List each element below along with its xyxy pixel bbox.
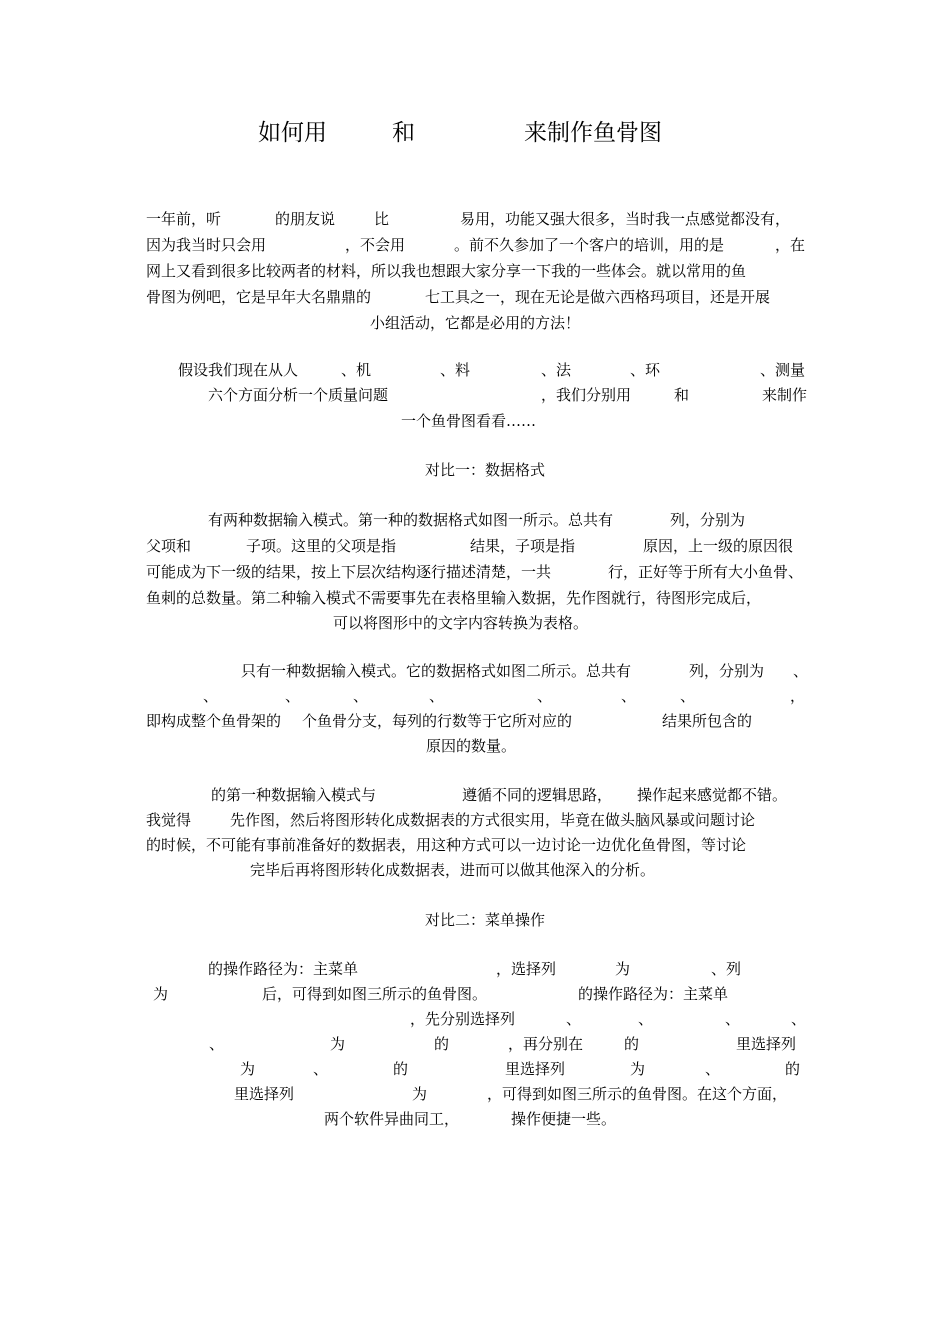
p6-text: 为 <box>615 960 631 978</box>
p1-text: 小组活动，它都是必用的方法！ <box>370 314 581 332</box>
p6-text: 为 <box>630 1060 646 1078</box>
p6-text: ，可得到如图三所示的鱼骨图。在这个方面， <box>487 1085 788 1103</box>
p1-text: 骨图为例吧，它是早年大名鼎鼎的 <box>146 288 372 306</box>
p1-text: 网上又看到很多比较两者的材料，所以我也想跟大家分享一下我的一些体会。就以常用的鱼 <box>146 262 747 280</box>
doc-title-part: 和 <box>392 120 415 146</box>
p5-text: 的第一种数据输入模式与 <box>211 786 377 804</box>
p6-text: 的 <box>393 1060 409 1078</box>
p3-text: 可能成为下一级的结果，按上下层次结构逐行描述清楚，一共 <box>146 563 552 581</box>
p1-text: 因为我当时只会用 <box>146 236 267 254</box>
p4-text: 结果所包含的 <box>662 712 753 730</box>
p4-text: 、 <box>203 687 219 705</box>
p3-text: 子项。这里的父项是指 <box>246 537 397 555</box>
p6-text: 、 <box>313 1060 329 1078</box>
p4-text: 、 <box>680 687 696 705</box>
p4-text: 、 <box>285 687 301 705</box>
p6-text: 两个软件异曲同工， <box>324 1110 460 1128</box>
p1-text: 七工具之一，现在无论是做六西格玛项目，还是开展 <box>425 288 771 306</box>
p2-text: 一个鱼骨图看看…… <box>401 412 537 430</box>
p6-text: 里选择列 <box>736 1035 797 1053</box>
p1-text: ，不会用 <box>345 236 406 254</box>
p3-text: 行，正好等于所有大小鱼骨、 <box>608 563 804 581</box>
p3-text: 结果，子项是指 <box>470 537 576 555</box>
p3-text: 可以将图形中的文字内容转换为表格。 <box>333 614 589 632</box>
p5-text: 操作起来感觉都不错。 <box>637 786 788 804</box>
p2-text: 、法 <box>541 361 572 379</box>
p6-text: 里选择列 <box>505 1060 566 1078</box>
p4-text: 列，分别为 <box>689 662 765 680</box>
p4-text: 、 <box>353 687 369 705</box>
doc-title-part: 来制作鱼骨图 <box>524 120 662 146</box>
p5-text: 的时候，不可能有事前准备好的数据表，用这种方式可以一边讨论一边优化鱼骨图，等讨论 <box>146 836 747 854</box>
p5-text: 我觉得 <box>146 811 192 829</box>
p5-text: 遵循不同的逻辑思路， <box>462 786 613 804</box>
p6-text: 、 <box>791 1010 807 1028</box>
p2-text: ，我们分别用 <box>541 386 632 404</box>
p2-text: 六个方面分析一个质量问题 <box>208 386 389 404</box>
p3-text: 有两种数据输入模式。第一种的数据格式如图一所示。总共有 <box>208 511 614 529</box>
p1-text: ，在 <box>775 236 806 254</box>
p2-text: 、测量 <box>760 361 806 379</box>
p2-text: 、料 <box>440 361 471 379</box>
p1-text: 易用，功能又强大很多，当时我一点感觉都没有， <box>460 210 791 228</box>
p6-text: ，先分别选择列 <box>410 1010 516 1028</box>
p6-text: 为 <box>153 985 169 1003</box>
p2-text: 、机 <box>341 361 372 379</box>
section-heading: 对比二：菜单操作 <box>425 911 546 929</box>
p4-text: ， <box>790 687 806 705</box>
p4-text: 即构成整个鱼骨架的 <box>146 712 282 730</box>
p4-text: 原因的数量。 <box>426 737 517 755</box>
p6-text: 的操作路径为：主菜单 <box>208 960 359 978</box>
p6-text: 、 <box>638 1010 654 1028</box>
p3-text: 父项和 <box>146 537 192 555</box>
p6-text: ，选择列 <box>496 960 557 978</box>
p6-text: 的操作路径为：主菜单 <box>578 985 729 1003</box>
p6-text: 后，可得到如图三所示的鱼骨图。 <box>262 985 488 1003</box>
p2-text: 、环 <box>630 361 661 379</box>
p3-text: 鱼刺的总数量。第二种输入模式不需要事先在表格里输入数据，先作图就行，待图形完成后， <box>146 589 762 607</box>
p5-text: 先作图，然后将图形转化成数据表的方式很实用，毕竟在做头脑风暴或问题讨论 <box>230 811 756 829</box>
p2-text: 假设我们现在从人 <box>178 361 299 379</box>
p6-text: 操作便捷一些。 <box>511 1110 617 1128</box>
p4-text: 、 <box>793 662 809 680</box>
p3-text: 原因，上一级的原因很 <box>643 537 794 555</box>
p6-text: 的 <box>434 1035 450 1053</box>
p6-text: 的 <box>785 1060 801 1078</box>
p4-text: 个鱼骨分支，每列的行数等于它所对应的 <box>302 712 573 730</box>
p1-text: 一年前，听 <box>146 210 222 228</box>
p1-text: 。前不久参加了一个客户的培训，用的是 <box>454 236 725 254</box>
p4-text: 只有一种数据输入模式。它的数据格式如图二所示。总共有 <box>241 662 632 680</box>
p6-text: 的 <box>624 1035 640 1053</box>
p4-text: 、 <box>621 687 637 705</box>
p6-text: 为 <box>240 1060 256 1078</box>
p4-text: 、 <box>429 687 445 705</box>
p4-text: 、 <box>537 687 553 705</box>
p2-text: 来制作 <box>762 386 808 404</box>
p6-text: 、 <box>566 1010 582 1028</box>
p3-text: 列，分别为 <box>670 511 746 529</box>
p6-text: 为 <box>330 1035 346 1053</box>
p6-text: 、 <box>725 1010 741 1028</box>
doc-title-part: 如何用 <box>258 120 327 146</box>
p1-text: 的朋友说 <box>275 210 336 228</box>
p6-text: 、 <box>209 1035 225 1053</box>
p6-text: ，再分别在 <box>508 1035 584 1053</box>
p6-text: 为 <box>412 1085 428 1103</box>
p5-text: 完毕后再将图形转化成数据表，进而可以做其他深入的分析。 <box>250 861 656 879</box>
section-heading: 对比一：数据格式 <box>425 461 546 479</box>
p2-text: 和 <box>674 386 690 404</box>
p6-text: 、 <box>705 1060 721 1078</box>
p6-text: 、列 <box>711 960 742 978</box>
p6-text: 里选择列 <box>234 1085 295 1103</box>
p1-text: 比 <box>374 210 390 228</box>
